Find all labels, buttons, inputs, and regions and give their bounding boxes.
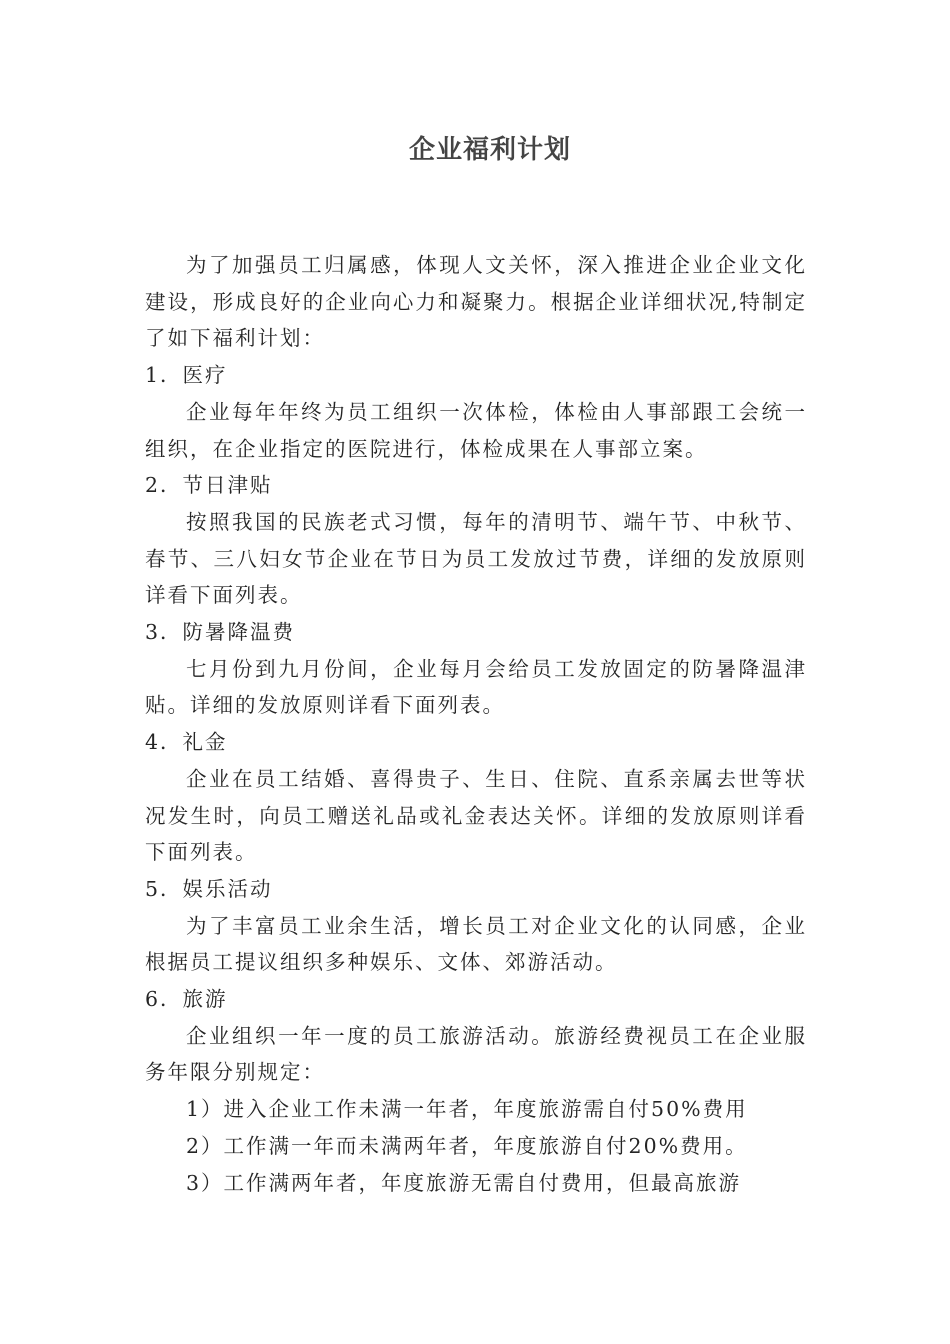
- section-heading-entertainment: 5．娱乐活动: [145, 876, 273, 901]
- section-text-cooling-allowance: 七月份到九月份间，企业每月会给员工发放固定的防暑降温津贴。详细的发放原则详看下面列表。: [145, 656, 807, 718]
- section-text-holiday-allowance: 按照我国的民族老式习惯，每年的清明节、端午节、中秋节、春节、三八妇女节企业在节日为员工发放过节费，详细的发放原则详看下面列表。: [145, 509, 807, 608]
- section-text-entertainment: 为了丰富员工业余生活，增长员工对企业文化的认同感，企业根据员工提议组织多种娱乐、文体、郊游活动。: [145, 913, 807, 975]
- document-body: [145, 247, 807, 1201]
- section-heading-medical: 1．医疗: [145, 363, 228, 388]
- section-text-gift-money: 企业在员工结婚、喜得贵子、生日、住院、直系亲属去世等状况发生时，向员工赠送礼品或礼金表达关怀。详细的发放原则详看下面列表。: [145, 766, 807, 865]
- section-heading-holiday-allowance: 2．节日津贴: [145, 473, 273, 498]
- document-title: 企业福利计划: [408, 135, 571, 165]
- section-text-travel: 企业组织一年一度的员工旅游活动。旅游经费视员工在企业服务年限分别规定：: [145, 1023, 807, 1085]
- travel-rule-item: 3）工作满两年者，年度旅游无需自付费用，但最高旅游: [186, 1170, 742, 1195]
- intro-paragraph: 为了加强员工归属感，体现人文关怀，深入推进企业企业文化建设，形成良好的企业向心力和凝聚力。根据企业详细状况,特制定了如下福利计划：: [145, 253, 807, 351]
- section-heading-cooling-allowance: 3．防暑降温费: [145, 620, 296, 645]
- section-heading-gift-money: 4．礼金: [145, 730, 228, 755]
- section-text-medical: 企业每年年终为员工组织一次体检，体检由人事部跟工会统一组织，在企业指定的医院进行，体检成果在人事部立案。: [145, 399, 807, 461]
- travel-rule-item: 2）工作满一年而未满两年者，年度旅游自付20%费用。: [186, 1133, 748, 1158]
- section-heading-travel: 6．旅游: [145, 987, 228, 1012]
- travel-rule-item: 1）进入企业工作未满一年者，年度旅游需自付50%费用: [186, 1097, 748, 1122]
